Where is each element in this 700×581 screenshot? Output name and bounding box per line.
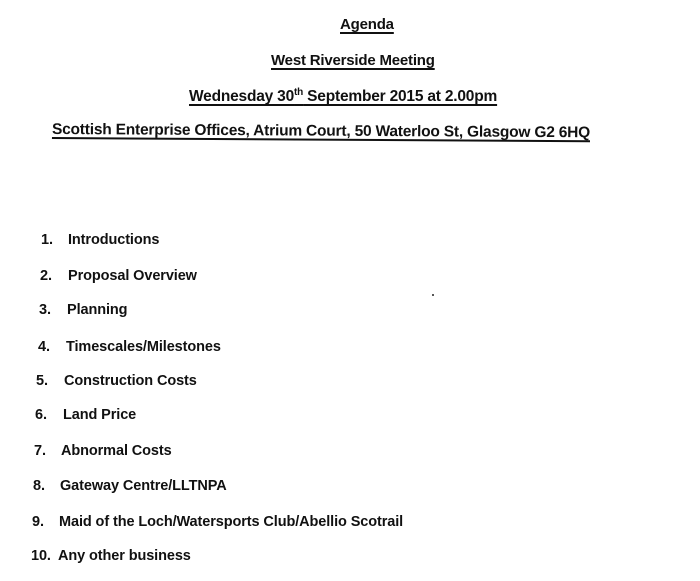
meeting-date-ordinal: th (294, 86, 304, 98)
agenda-item-9 (32, 514, 403, 530)
meeting-date (189, 88, 497, 106)
agenda-item-number: 8. (33, 478, 45, 494)
agenda-item-label: Proposal Overview (68, 268, 197, 284)
agenda-item-label: Gateway Centre/LLTNPA (60, 478, 227, 494)
agenda-item-label: Timescales/Milestones (66, 339, 221, 355)
agenda-item-2 (40, 268, 197, 284)
agenda-item-label: Land Price (63, 407, 137, 423)
agenda-item-4 (38, 339, 221, 355)
agenda-item-label: Any other business (58, 548, 191, 564)
meeting-date-rest: September 2015 at 2.00pm (303, 88, 498, 105)
agenda-item-label: Abnormal Costs (61, 443, 172, 459)
agenda-item-3 (39, 302, 127, 318)
agenda-item-number: 3. (39, 302, 51, 318)
agenda-title: Agenda (340, 16, 394, 33)
agenda-item-number: 6. (35, 407, 47, 423)
agenda-item-number: 10. (31, 548, 51, 564)
agenda-item-label: Maid of the Loch/Watersports Club/Abellio Scotrail (59, 514, 404, 530)
agenda-item-label: Introductions (68, 232, 160, 248)
meeting-venue: Scottish Enterprise Offices, Atrium Court, 50 Waterloo St, Glasgow G2 6HQ (51, 121, 591, 142)
agenda-item-number: 5. (36, 373, 48, 389)
scan-speck (432, 294, 434, 296)
agenda-item-number: 9. (32, 514, 44, 530)
agenda-item-7 (34, 443, 172, 459)
meeting-name: West Riverside Meeting (271, 52, 435, 69)
agenda-item-number: 2. (40, 268, 52, 284)
agenda-item-number: 1. (41, 232, 53, 248)
agenda-item-1 (41, 232, 159, 248)
agenda-item-label: Planning (67, 302, 128, 318)
agenda-item-number: 4. (38, 339, 50, 355)
agenda-item-5 (36, 373, 197, 389)
agenda-item-number: 7. (34, 443, 46, 459)
agenda-item-8 (33, 478, 227, 494)
agenda-item-6 (35, 407, 136, 423)
agenda-item-label: Construction Costs (64, 373, 197, 389)
agenda-item-10 (31, 548, 191, 564)
meeting-date-day: Wednesday 30 (189, 88, 295, 105)
